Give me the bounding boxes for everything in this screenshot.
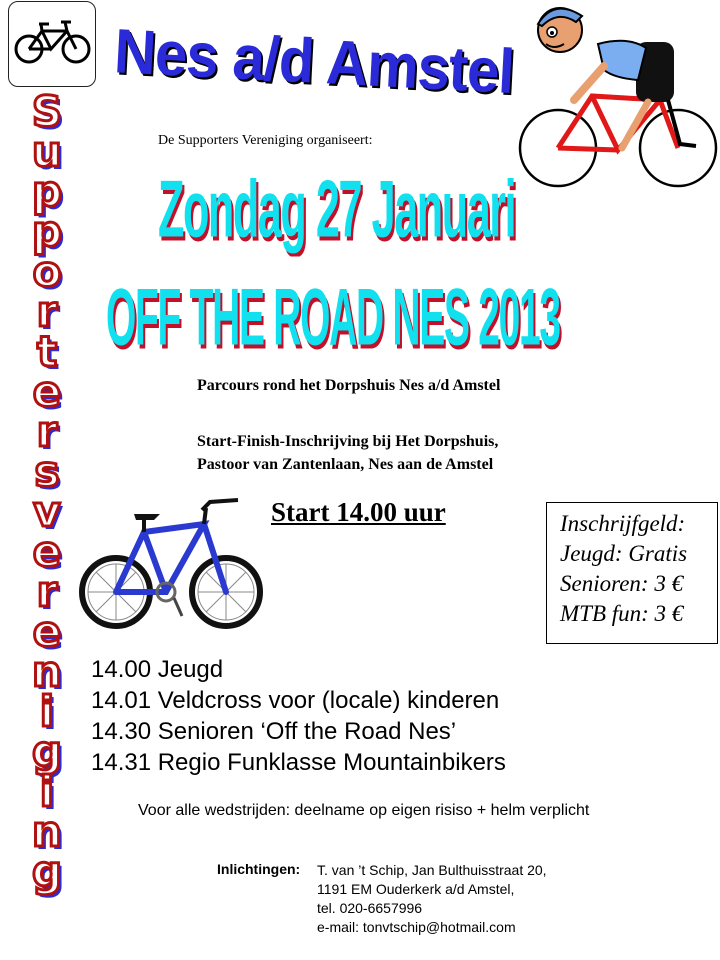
location-text: Parcours rond het Dorpshuis Nes a/d Amstel bbox=[197, 377, 501, 394]
info-line: tel. 020-6657996 bbox=[317, 900, 423, 916]
vertical-letter: e bbox=[32, 607, 62, 656]
vertical-letter: n bbox=[32, 647, 62, 696]
vertical-letter: g bbox=[31, 847, 63, 896]
info-line: T. van ’t Schip, Jan Bulthuisstraat 20, bbox=[317, 862, 547, 878]
vertical-letter: g bbox=[31, 727, 63, 776]
fees-box bbox=[546, 502, 718, 644]
schedule-item: 14.30 Senioren ‘Off the Road Nes’ bbox=[91, 718, 457, 745]
fee-line: Senioren: 3 € bbox=[560, 571, 684, 596]
vertical-letter: e bbox=[32, 367, 62, 416]
vertical-letter: t bbox=[36, 327, 58, 376]
date-headline: Zondag 27 Januari bbox=[158, 163, 516, 254]
info-lines bbox=[317, 861, 547, 937]
vertical-letter: n bbox=[32, 807, 62, 856]
cyclist-illustration bbox=[518, 0, 718, 192]
event-headline: OFF THE ROAD NES 2013 bbox=[106, 271, 560, 362]
start-info bbox=[197, 430, 498, 476]
vertical-letter: p bbox=[31, 207, 63, 256]
vertical-letter: p bbox=[31, 167, 63, 216]
fees-heading: Inschrijfgeld: bbox=[560, 511, 686, 536]
start-info-line: Start-Finish-Inschrijving bij Het Dorpshuis, bbox=[197, 433, 499, 450]
info-line: 1191 EM Ouderkerk a/d Amstel, bbox=[317, 881, 515, 897]
schedule-list bbox=[91, 654, 506, 778]
schedule-item: 14.01 Veldcross voor (locale) kinderen bbox=[91, 687, 500, 714]
town-title: Nes a/d Amstel bbox=[112, 15, 516, 108]
vertical-letter: r bbox=[36, 567, 58, 616]
schedule-item: 14.31 Regio Funklasse Mountainbikers bbox=[91, 749, 506, 776]
vertical-letter: e bbox=[32, 527, 62, 576]
info-label: Inlichtingen: bbox=[217, 861, 301, 877]
vertical-letter: S bbox=[31, 87, 63, 136]
fee-line: MTB fun: 3 € bbox=[560, 601, 684, 626]
organizer-line: De Supporters Vereniging organiseert: bbox=[158, 133, 373, 148]
vertical-letter: u bbox=[32, 127, 62, 176]
vertical-letter: v bbox=[33, 487, 61, 536]
vertical-letter: r bbox=[36, 407, 58, 456]
vertical-letter: i bbox=[39, 767, 55, 816]
vertical-letter: o bbox=[32, 247, 62, 296]
start-time: Start 14.00 uur bbox=[271, 497, 446, 527]
vertical-letter: s bbox=[34, 447, 60, 496]
info-email: e-mail: tonvtschip@hotmail.com bbox=[317, 919, 516, 935]
bicycle-sign-icon bbox=[9, 2, 95, 86]
bicycle-sign bbox=[8, 1, 96, 87]
vertical-letter: i bbox=[39, 687, 55, 736]
schedule-item: 14.00 Jeugd bbox=[91, 656, 224, 683]
fee-line: Jeugd: Gratis bbox=[560, 541, 688, 566]
start-info-line: Pastoor van Zantenlaan, Nes aan de Amstel bbox=[197, 456, 494, 473]
mountain-bike-illustration bbox=[78, 488, 264, 640]
vertical-letter: r bbox=[36, 287, 58, 336]
disclaimer: Voor alle wedstrijden: deelname op eigen risiso + helm verplicht bbox=[138, 802, 590, 819]
